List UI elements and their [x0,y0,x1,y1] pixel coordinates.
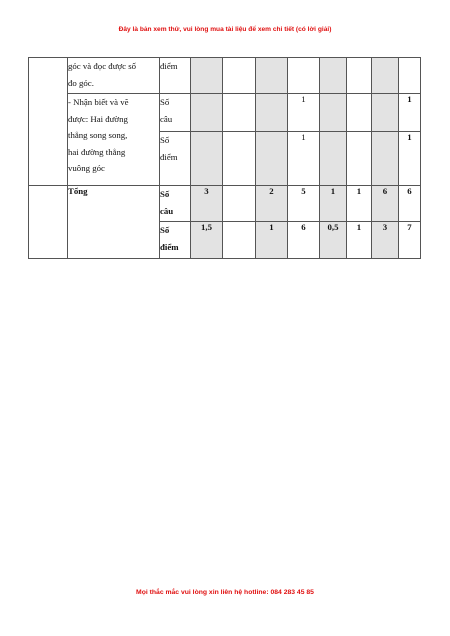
cell: 1 [399,132,421,186]
cell [223,222,256,259]
cell [223,94,256,132]
cell [399,58,421,94]
cell: 1 [288,132,320,186]
table-row [29,58,421,94]
cell [320,94,347,132]
cell [256,58,288,94]
cell [347,94,372,132]
cell: 1 [320,186,347,222]
cell: 1 [288,94,320,132]
cell [320,132,347,186]
cell: 6 [399,186,421,222]
question-count-label: Số câu [160,186,191,222]
hotline-notice: Mọi thắc mắc vui lòng xin liên hệ hotline: 084 283 45 85 [136,589,314,596]
total-row [29,186,421,222]
chapter-cell [29,58,68,186]
cell [347,132,372,186]
cell: 5 [288,186,320,222]
cell: 1 [347,186,372,222]
cell [372,58,399,94]
cell [256,94,288,132]
topic-line: góc và đọc được số [68,61,137,71]
cell [191,58,223,94]
cell: 1 [347,222,372,259]
cell: 1,5 [191,222,223,259]
cell: 3 [191,186,223,222]
cell: 6 [288,222,320,259]
matrix-table [28,57,421,259]
chapter-cell [29,186,68,259]
cell [372,132,399,186]
total-label: Tổng [68,186,160,259]
cell: 6 [372,186,399,222]
preview-notice: Đây là bản xem thử, vui lòng mua tài liệu để xem chi tiết (có lời giải) [118,26,332,33]
score-label: Số điểm [160,222,191,259]
cell [320,58,347,94]
cell: 0,5 [320,222,347,259]
cell [191,94,223,132]
cell: 3 [372,222,399,259]
cell [347,58,372,94]
topic-cell: - Nhận biết và vẽ được: Hai đường thẳng song song, hai đường thẳng vuông góc [68,94,160,186]
question-count-label: Số câu [160,94,191,132]
cell [223,58,256,94]
cell: 1 [399,94,421,132]
cell [288,58,320,94]
cell: 1 [256,222,288,259]
cell [223,186,256,222]
table-row [29,94,421,132]
cell: 7 [399,222,421,259]
cell: 2 [256,186,288,222]
score-label: điểm [160,58,191,94]
cell [223,132,256,186]
cell [191,132,223,186]
cell [256,132,288,186]
topic-cell [68,58,160,94]
cell [372,94,399,132]
topic-line: đo góc. [68,77,94,88]
score-label: Số điểm [160,132,191,186]
